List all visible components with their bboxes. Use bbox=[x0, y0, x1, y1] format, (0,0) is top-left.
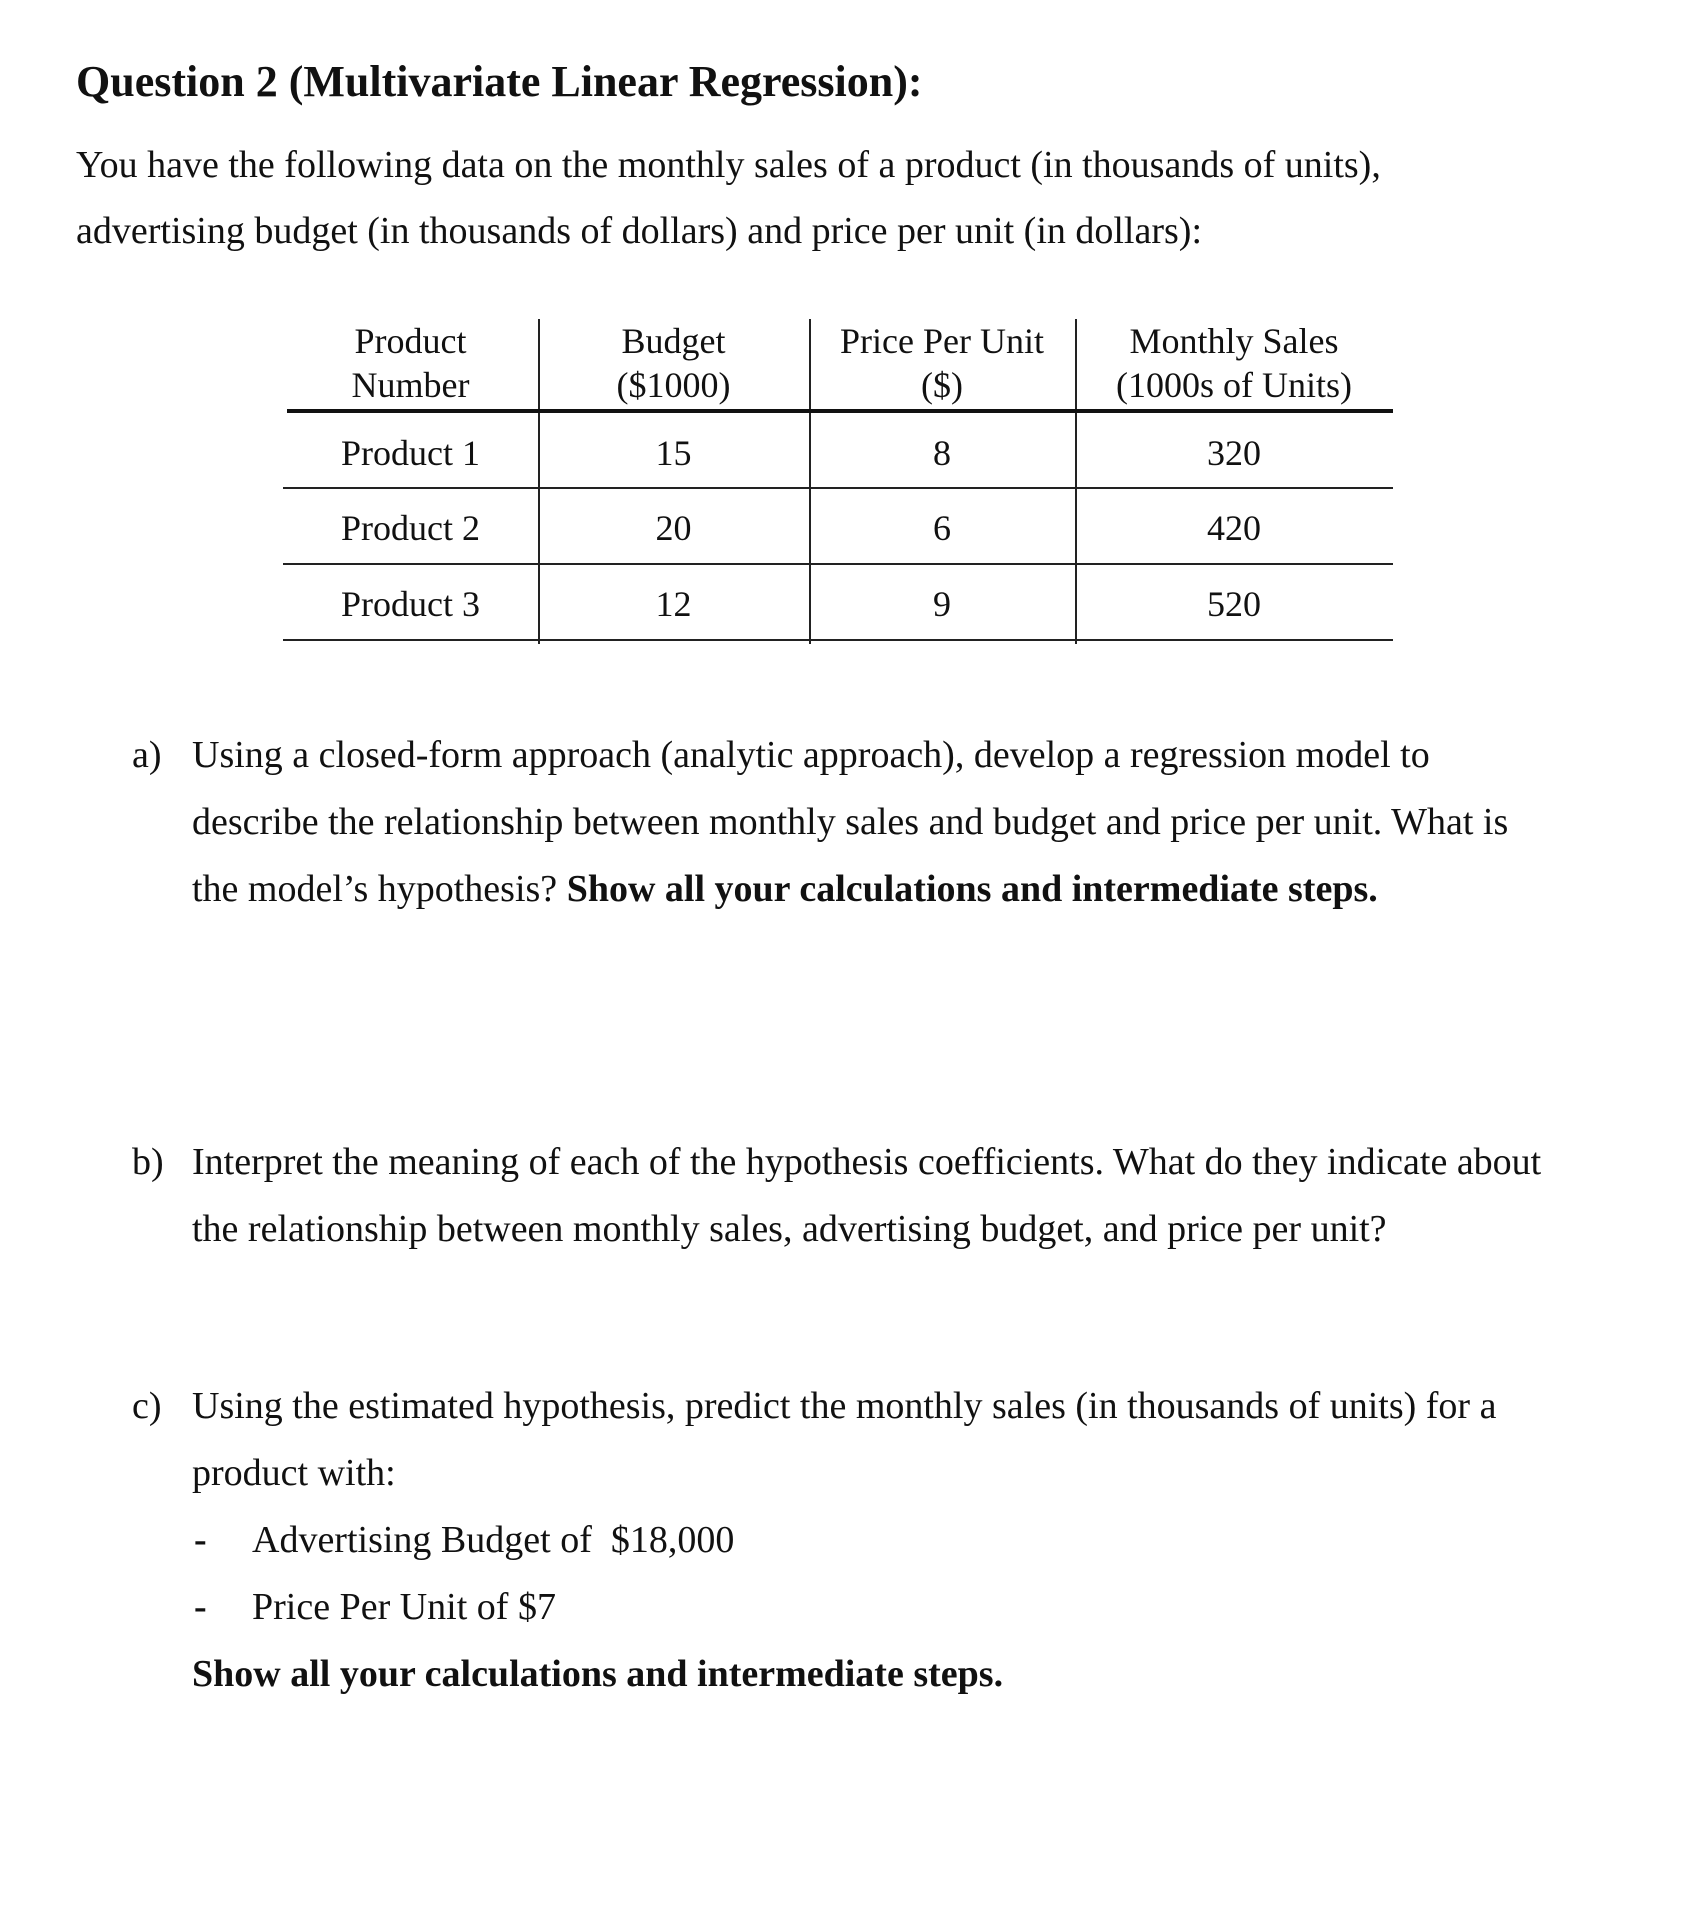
part-c-instruction: Show all your calculations and intermediate steps. bbox=[192, 1653, 1004, 1695]
part-a-question: the model’s hypothesis? bbox=[192, 868, 558, 910]
part-a-line-1: Using a closed-form approach (analytic approach), develop a regression model to bbox=[192, 734, 1430, 776]
header-monthly-sales bbox=[1075, 319, 1393, 407]
header-line: Budget bbox=[621, 321, 726, 361]
bullet-marker: - bbox=[194, 1586, 207, 1628]
header-line: ($) bbox=[921, 365, 963, 405]
row-rule bbox=[283, 639, 1393, 641]
table-cell: Product 3 bbox=[341, 584, 480, 624]
row-rule bbox=[283, 563, 1393, 565]
part-b-line-2: the relationship between monthly sales, advertising budget, and price per unit? bbox=[192, 1208, 1387, 1250]
table-cell: 15 bbox=[655, 433, 692, 473]
header-line: ($1000) bbox=[616, 365, 731, 405]
header-rule bbox=[287, 409, 1393, 413]
table-cell: 520 bbox=[1207, 584, 1261, 624]
question-title: Question 2 (Multivariate Linear Regression): bbox=[76, 57, 923, 106]
intro-line-2: advertising budget (in thousands of dollars) and price per unit (in dollars): bbox=[76, 210, 1203, 252]
table-cell: 12 bbox=[655, 584, 692, 624]
part-b-line-1: Interpret the meaning of each of the hypothesis coefficients. What do they indicate about bbox=[192, 1141, 1542, 1183]
bullet-advertising-budget: Advertising Budget of $18,000 bbox=[252, 1519, 735, 1561]
header-line: Monthly Sales bbox=[1129, 321, 1339, 361]
table-cell: Product 1 bbox=[341, 433, 480, 473]
header-line: (1000s of Units) bbox=[1116, 365, 1352, 405]
table-cell: 420 bbox=[1207, 508, 1261, 548]
table-cell: 9 bbox=[933, 584, 951, 624]
table-cell: 320 bbox=[1207, 433, 1261, 473]
header-price-per-unit bbox=[809, 319, 1075, 407]
part-c-label: c) bbox=[132, 1385, 162, 1427]
part-c-line-2: product with: bbox=[192, 1452, 396, 1494]
data-table bbox=[283, 315, 1393, 644]
bullet-marker: - bbox=[194, 1519, 207, 1561]
part-a-line-2: describe the relationship between monthly sales and budget and price per unit. What is bbox=[192, 801, 1509, 843]
part-b-label: b) bbox=[132, 1141, 164, 1183]
table-cell: 8 bbox=[933, 433, 951, 473]
header-line: Product bbox=[354, 321, 467, 361]
header-product-number bbox=[283, 319, 538, 407]
part-a-line-3 bbox=[192, 867, 1378, 911]
bullet-price-per-unit: Price Per Unit of $7 bbox=[252, 1586, 556, 1628]
header-line: Number bbox=[351, 365, 470, 405]
table-cell: Product 2 bbox=[341, 508, 480, 548]
table-cell: 20 bbox=[655, 508, 692, 548]
row-rule bbox=[283, 487, 1393, 489]
table-cell: 6 bbox=[933, 508, 951, 548]
part-a-label: a) bbox=[132, 734, 162, 776]
header-budget bbox=[538, 319, 809, 407]
part-a-instruction: Show all your calculations and intermediate steps. bbox=[566, 868, 1378, 910]
intro-line-1: You have the following data on the monthly sales of a product (in thousands of units), bbox=[76, 144, 1381, 186]
part-c-line-1: Using the estimated hypothesis, predict the monthly sales (in thousands of units) for a bbox=[192, 1385, 1497, 1427]
header-line: Price Per Unit bbox=[840, 321, 1044, 361]
